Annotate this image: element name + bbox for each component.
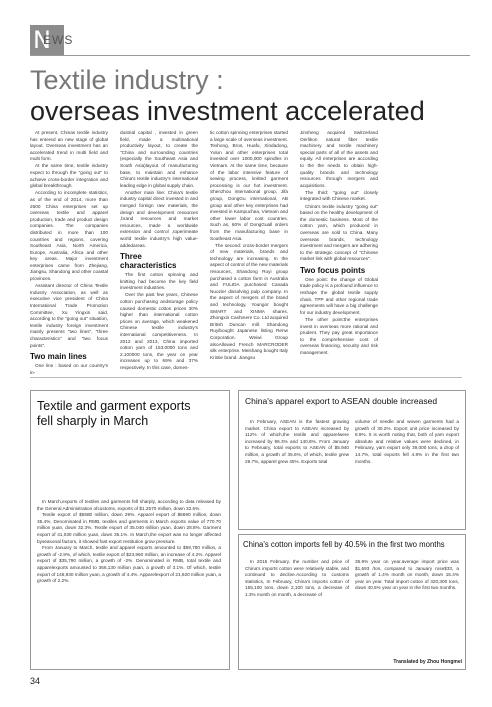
paragraph: Textile export of $5580 million, down 29%. Apparel export of $6690 million, down 35.4%. Denominated in RMB, textiles and garments in March exports value of 770.70 million yuan, down 32.3%. Textile export of 35.040 million yuan, down 28.8%. Garment export of 41,030 million yuan, down 35.1%. In March,the export was no longer affected byseasonal factors, it showed fast export restitution grow pressure. [37, 512, 221, 544]
paragraph: dustrial capital , invested in green field, made a multinational productivity layout, to create the "China and surrounding countries (especially the Southeast Asia and South Asia)layout of manufacturing base, to maintain and enhance China's textile industry's international leading edge in global supply chain. [120, 130, 198, 188]
paragraph: One line : based on our country's in- [30, 363, 108, 375]
article-body [30, 130, 470, 375]
asean-text-col2 [355, 419, 459, 465]
exports-title-line1: Textile and garment exports [37, 399, 191, 413]
cotton-box [238, 534, 466, 670]
paragraph: China's textile industry "going out" based on the healthy development of the domestic business. Most of the cotton yarn, which produced in overseas are sold to China. Many overseas brands, technology investment and mergers are adhering to the strategic concept of "Chinese market link with global resources". [300, 203, 378, 262]
paragraph: The third: "going out" closely integrated with Chinese market. [300, 189, 378, 202]
paragraph: Over the past few years, Chinese cotton purchasing andstorage policy caused domestic cotton prices 30% higher than international cotton prices on average, which weakened Chinese textile industry's international competitiveness. In 2012 and 2013, China imported cotton yarn of 153.0000 tons and 2.100000 tons, the year on year increases up to 69% and 37% respectively. In this case, domes- [120, 292, 198, 370]
paragraph: According to incomplete statistics, as of the end of 2014, more than 2600 China enterprises set up overseas textile and apparel production, trade and product design companies. The companies distributed in more than 100 countries and regions, covering Southeast Asia, North America, Europe, Australia, Africa and other key areas. Major investment enterprises came from Zhejiang, Jiangsu, Shandong and other coastal provinces. [30, 190, 108, 282]
article-column-1 [30, 130, 108, 377]
exports-box [30, 390, 230, 670]
asean-box-title: China's apparel export to ASEAN double increased [245, 396, 438, 406]
article-column-4 [300, 130, 378, 357]
section-heading-two-focus-points: Two focus points [300, 265, 366, 275]
article-title-line2: overseas investment accelerated [30, 96, 425, 126]
section-heading-three-characteristics: Three characteristics [120, 252, 177, 271]
exports-box-text [37, 499, 221, 585]
cotton-box-title: China's cotton imports fell by 40.5% in the first two months [243, 540, 445, 549]
paragraph: volume of needle and woven garments had a growth of 30.2%. Export unit price increased by 8.9%. It is worth noting that, both of yarn export absolute and relative values were declined, in February, yarn export only 39,000 tons, a drop of 14.7%, total exports fell 4.8% in the first two months. [355, 419, 459, 464]
exports-title-line2: fell sharply in March [37, 414, 149, 428]
paragraph: In February, ASEAN is the fastest growing market. China export to ASEAN increased by 112% of which,the textile and apparelwere increased by 96.3% and 140.8%. From January to February, total exports to ASEAN of $5.940 million, a growth of 35.6%, of which, textile grew 29.7%, apparel grew 45%. Exports total [245, 419, 349, 464]
asean-text-col1 [245, 419, 349, 465]
paragraph: At present, Chinas textile industry has entered an new stage of global layout. Overseas investment has an accelerated trend in multi field and multi form. [30, 130, 108, 162]
paragraph: The second: cross-border mergers of new materials, brands and technology are increasing. In the aspect of control of the new materials resources, Shandong Ruyi group purchased a cotton farm in Australia and FULIDA purchased Canada Nuozier dissolving pulp company. In the aspect of mergers of the brand and technology, Youngor bought SMART and XINMA shares. Zhongxin Cashmere Co. Ltd acquired British Duncan mill. Shandong Ruyibought Japanese listing Renw Corporation. Weiwi Group alsoAllowed French MARCRODER silk enterprise. Meishang bought Italy Kristie brand. Jiangsu [210, 242, 288, 360]
paragraph: tic cotton spinning enterprises started a large scale of overseas investment. Texhong, Bros, Huafu, Xindadong, Yulun and other enterprises total invested over 1000,000 spindles in Vietnam. At the same time, because of the labor intensive feature of sewing process, knitted garment processing is our hot investment. Shenzhou international group, Jifa group, DongGu international, AB group and other key enterprises had invested in Kampuchea, Vietnam and other lower labor cost countries. Such as, 60% of DongGuall orders from the manufacturing base in Southeast Asia. [210, 130, 288, 241]
article-title-line1: Textile industry : [30, 65, 224, 95]
cotton-text-col2 [355, 559, 459, 592]
paragraph: Another main line: China's textile industry capital direct invested in and merged foreign raw materials, the design and development resources ,brand resources and market resources, made a worldwide extension and control ,toperimeate world textile industry's high value-addedareas. [120, 189, 198, 248]
paragraph: 35.9% year on year.average import price was $1,693 /ton, compared to January rose$33, a growth of 1.4% month on month, down 15.4% year on year. Total import cotton of 320,300 tons, down 40.5% year on year in the first two months. [355, 559, 459, 591]
paragraph: Assistant director of China Textile Industry Association, as well as executive vice president of China International Trade Promotion Committee, Xu Yingxin said, according to the "going out" situation, textile industry foreign investment mainly presents "two lines", "three characteristics" and "two focus points". [30, 283, 108, 348]
paragraph: In 2015 February, the number and price of China's imports cotton were relatively stable, and continued to decline.According to customs statistics, In February, China's imports cotton of 155,100 tons, down 2,100 tons, a decrease of 1.3% month on month, a decrease of [245, 559, 349, 597]
paragraph: In March,exports of textiles and garments fell sharply, according to data released by the General Administration ofcustoms, exports of $1.2570 million, down 32.6%. [37, 499, 221, 511]
section-divider [30, 377, 462, 378]
header-rule [30, 55, 470, 56]
article-column-2 [120, 130, 198, 372]
paragraph: At the same time, textile industry expect to through the "going out" to achieve cross-border integration and global breakthrough. [30, 163, 108, 189]
page-number: 34 [30, 676, 41, 686]
paragraph: The other point:the enterprises invest in overseas more rational and prudent. They pay great importance to the comprehensive cost of overseas financing, security and risk management. [300, 316, 378, 355]
translator-credit: Translated by Zhou Hongmei [393, 659, 462, 665]
news-tag-initial: N [33, 26, 51, 54]
exports-box-title [37, 399, 227, 429]
paragraph: The first cotton spinning and knitting had become the key field investment industries. [120, 272, 198, 291]
cotton-text-col1 [245, 559, 349, 599]
paragraph: Jinsheng acquired Switzerland Oerlikon natural fiber textile machinery and textile machinery special parts of all of the assets and equity. All enterprises are according to the the needs to obtain high-quality brands and technology resources through mergers and acquisitions. [300, 130, 378, 188]
section-heading-two-lines: Two main lines [30, 352, 87, 362]
paragraph: From January to March, textile and apparel exports amounted to $59,780 million, a growth of -2.9%, of which, textile export of $23,960 million, an increase of 4.2%. Apparel export of $35,790 million, a growth of -2%. Denominated in RMB, total textile and apparelexports amounted to 366,130 million yuan, a growth of 3.1%. Of which, textile export of 146,930 million yuan, a growth of 4.4%. Apparelexport of 21,920 million yuan, a growth of 2.2%. [37, 545, 221, 584]
article-column-3 [210, 130, 288, 362]
news-tag-rest: EWS [43, 33, 74, 47]
asean-box [238, 390, 466, 530]
paragraph: One point: the change of Global trade policy is a profound influence to reshape the global textile supply chain, TPP and other regional trade agreements will have a big challenge for our industry development. [300, 276, 378, 315]
